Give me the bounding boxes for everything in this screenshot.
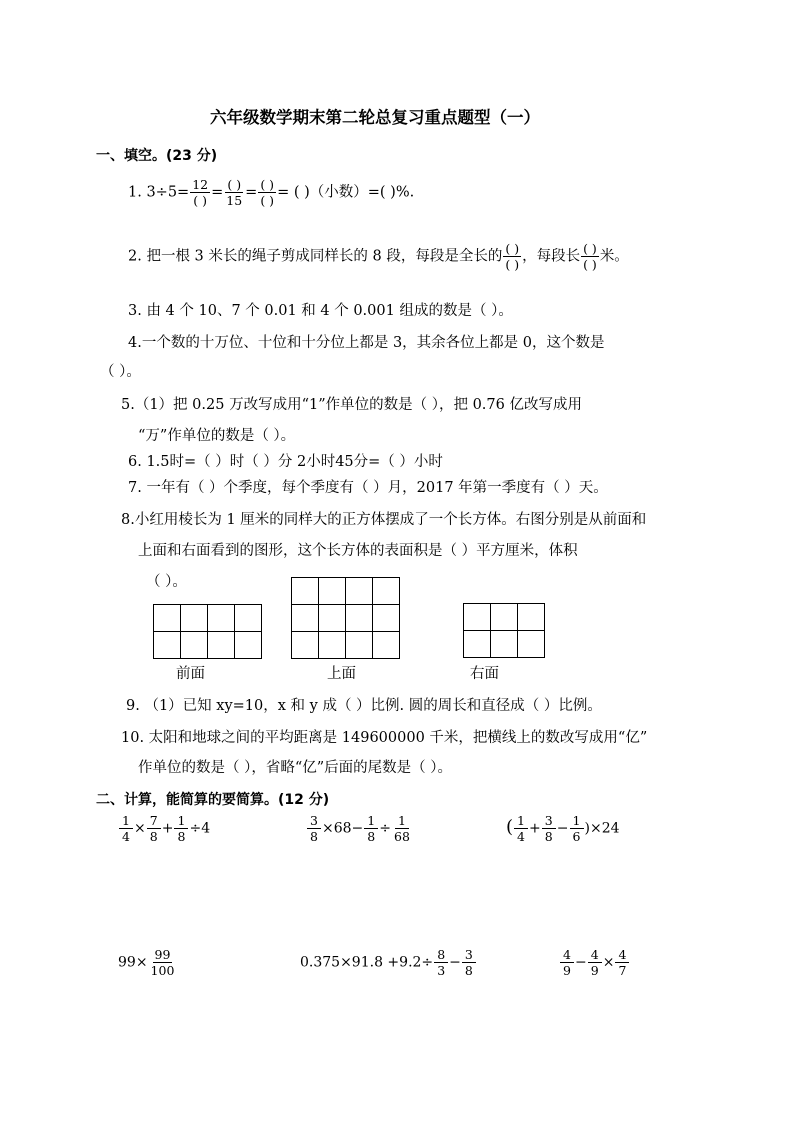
e1-op1: × — [134, 820, 146, 837]
q2-fa-denominator: ( ) — [505, 257, 520, 273]
e3-c-num: 1 — [570, 814, 584, 829]
question-7: 7. 一年有（ ）个季度，每个季度有（ ）月，2017 年第一季度有（ ）天。 — [128, 480, 608, 496]
question-10-line-2: 作单位的数是（ ），省略“亿”后面的尾数是（ ）。 — [138, 760, 453, 776]
question-8-line-2: 上面和右面看到的图形，这个长方体的表面积是（ ）平方厘米，体积 — [138, 543, 578, 559]
e5-b-den: 8 — [464, 963, 473, 979]
question-8-line-1: 8.小红用棱长为 1 厘米的同样大的正方体摆成了一个长方体。右图分别是从前面和 — [121, 512, 647, 528]
q1-fraction-3 — [258, 178, 276, 207]
calc-expression-4 — [118, 948, 177, 977]
q2-text-b: ，每段长 — [522, 248, 581, 265]
e2-b-den: 8 — [367, 829, 376, 845]
calc-expression-6 — [559, 948, 630, 977]
q1-prefix: 1. 3÷5= — [128, 184, 190, 201]
e3-op1: + — [529, 820, 541, 837]
e3-close: )×24 — [584, 820, 620, 837]
e2-b-num: 1 — [364, 814, 378, 829]
e3-open-paren: ( — [506, 816, 514, 838]
calc-expression-5 — [300, 948, 477, 977]
question-5-line-2: “万”作单位的数是（ ）。 — [138, 428, 296, 444]
e6-op2: × — [602, 954, 615, 971]
page-title: 六年级数学期末第二轮总复习重点题型（一） — [210, 108, 540, 127]
q1-equals-2: = — [245, 184, 258, 201]
e1-b-den: 8 — [149, 829, 158, 845]
e2-a-num: 3 — [307, 814, 321, 829]
e3-c-den: 6 — [572, 829, 581, 845]
calc-expression-1 — [118, 814, 210, 843]
e1-a-num: 1 — [119, 814, 133, 829]
e2-c-den: 68 — [394, 829, 410, 845]
e3-b-num: 3 — [542, 814, 556, 829]
front-view-label: 前面 — [176, 666, 205, 682]
q2-text-c: 米。 — [599, 248, 629, 265]
right-view-grid — [463, 603, 545, 658]
q2-fb-numerator: ( ) — [583, 241, 597, 256]
q1-f3-numerator: ( ) — [260, 177, 275, 192]
e5-a-den: 3 — [437, 963, 446, 979]
e6-c-den: 7 — [618, 963, 627, 979]
e6-b-num: 4 — [588, 948, 602, 963]
front-view-grid — [153, 604, 262, 659]
e4-lead: 99× — [118, 954, 148, 971]
question-1 — [128, 178, 414, 207]
section-1-heading: 一、填空。(23 分) — [96, 148, 218, 164]
e5-b-num: 3 — [462, 948, 476, 963]
q1-f2-denominator: 15 — [226, 193, 243, 209]
q1-f1-numerator: 12 — [192, 177, 209, 192]
q1-f3-denominator: ( ) — [260, 193, 275, 209]
question-4-line-2: （ ）。 — [100, 364, 141, 380]
calc-expression-3 — [506, 814, 620, 843]
e3-a-num: 1 — [514, 814, 528, 829]
e1-b-num: 7 — [147, 814, 161, 829]
question-4-line-1: 4.一个数的十万位、十位和十分位上都是 3，其余各位上都是 0，这个数是 — [128, 335, 605, 351]
e4-a-den: 100 — [150, 963, 175, 979]
question-9: 9. （1）已知 xy=10，x 和 y 成（ ）比例. 圆的周长和直径成（ ）比例。 — [126, 698, 602, 714]
right-view-label: 右面 — [470, 666, 499, 682]
q1-fraction-1 — [190, 178, 210, 207]
e3-a-den: 4 — [517, 829, 525, 845]
q2-fa-numerator: ( ) — [505, 241, 520, 256]
e6-op1: − — [575, 954, 587, 971]
e1-a-den: 4 — [122, 829, 130, 845]
e2-mid: ×68− — [322, 820, 364, 837]
e2-op: ÷ — [379, 820, 392, 837]
e6-a-num: 4 — [560, 948, 574, 963]
question-3: 3. 由 4 个 10、7 个 0.01 和 4 个 0.001 组成的数是（ ）。 — [128, 303, 513, 319]
q2-fraction-b — [581, 242, 599, 271]
calc-expression-2 — [306, 814, 413, 843]
top-view-label: 上面 — [327, 666, 356, 682]
e6-b-den: 9 — [590, 963, 599, 979]
e3-b-den: 8 — [544, 829, 553, 845]
q1-f1-denominator: ( ) — [193, 193, 208, 209]
e2-a-den: 8 — [310, 829, 318, 845]
top-view-grid — [291, 577, 400, 659]
q1-fraction-2 — [224, 178, 244, 207]
q1-suffix: = ( )（小数）=( )%. — [277, 184, 415, 201]
e3-op2: − — [556, 820, 569, 837]
e1-c-num: 1 — [174, 814, 188, 829]
e1-c-den: 8 — [177, 829, 186, 845]
question-6: 6. 1.5时=（ ）时（ ）分 2小时45分=（ ）小时 — [128, 454, 443, 470]
e5-op: − — [449, 954, 461, 971]
e1-op2: + — [161, 820, 174, 837]
e5-lead: 0.375×91.8 +9.2÷ — [300, 954, 434, 971]
question-8-line-3: （ ）。 — [146, 574, 187, 590]
e5-a-num: 8 — [434, 948, 448, 963]
q1-f2-numerator: ( ) — [227, 177, 242, 192]
q1-equals-1: = — [211, 184, 224, 201]
e1-tail: ÷4 — [189, 820, 211, 837]
e2-c-num: 1 — [395, 814, 409, 829]
q2-text-a: 2. 把一根 3 米长的绳子剪成同样长的 8 段，每段是全长的 — [128, 248, 503, 265]
section-2-heading: 二、计算，能简算的要简算。(12 分) — [96, 792, 330, 808]
question-2 — [128, 242, 629, 271]
e6-c-num: 4 — [615, 948, 629, 963]
q2-fb-denominator: ( ) — [583, 257, 597, 273]
e4-a-num: 99 — [154, 947, 171, 962]
e6-a-den: 9 — [563, 963, 571, 979]
question-10-line-1: 10. 太阳和地球之间的平均距离是 149600000 千米，把横线上的数改写成用“亿” — [121, 730, 648, 746]
question-5-line-1: 5.（1）把 0.25 万改写成用“1”作单位的数是（ ），把 0.76 亿改写成用 — [121, 397, 582, 413]
q2-fraction-a — [503, 242, 521, 271]
